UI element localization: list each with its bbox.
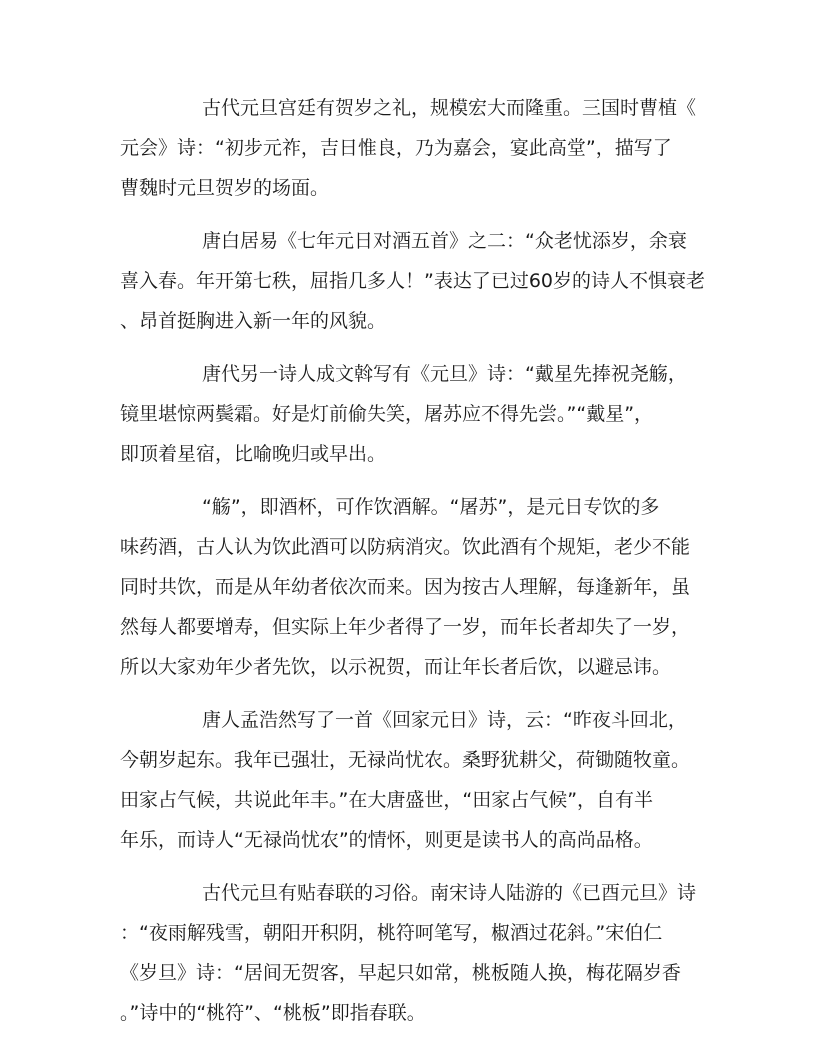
text-line: 古代元旦有贴春联的习俗。南宋诗人陆游的《已酉元旦》诗 <box>202 882 697 904</box>
text-line: 元会》诗：“初步元祚，吉日惟良，乃为嘉会，宴此高堂”，描写了 <box>120 137 672 159</box>
text-line: 曹魏时元旦贺岁的场面。 <box>120 177 330 199</box>
text-line: 镜里堪惊两鬓霜。好是灯前偷失笑，屠苏应不得先尝。”“戴星”， <box>120 403 654 425</box>
paragraph-court-new-year <box>120 88 700 208</box>
paragraph-spring-couplets <box>120 873 700 1033</box>
text-line: 同时共饮，而是从年幼者依次而来。因为按古人理解，每逢新年，虽 <box>120 576 691 598</box>
text-line: 味药酒，古人认为饮此酒可以防病消灾。饮此酒有个规矩，老少不能 <box>120 536 691 558</box>
text-line: 年乐，而诗人“无禄尚忧农”的情怀，则更是读书人的高尚品格。 <box>120 829 653 851</box>
text-line: 然每人都要增寿，但实际上年少者得了一岁，而年长者却失了一岁， <box>120 616 691 638</box>
text-line: 所以大家劝年少者先饮，以示祝贺，而让年长者后饮，以避忌讳。 <box>120 656 672 678</box>
text-line: 唐代另一诗人成文斡写有《元旦》诗：“戴星先捧祝尧觞， <box>202 363 687 385</box>
text-line: 今朝岁起东。我年已强壮，无禄尚忧农。桑野犹耕父，荷锄随牧童。 <box>120 749 691 771</box>
paragraph-meng-haoran <box>120 700 700 860</box>
text-line: “觞”，即酒杯，可作饮酒解。“屠苏”，是元日专饮的多 <box>202 496 660 518</box>
text-line: ：“夜雨解残雪，朝阳开积阴，桃符呵笔写，椒酒过花斜。”宋伯仁 <box>120 922 663 944</box>
text-line: 唐白居易《七年元日对酒五首》之二：“众老忧添岁，余衰 <box>202 230 687 252</box>
text-line: 《岁旦》诗：“居间无贺客，早起只如常，桃板随人换，梅花隔岁香 <box>120 962 681 984</box>
text-line: 即顶着星宿，比喻晚归或早出。 <box>120 443 387 465</box>
text-line: 古代元旦宫廷有贺岁之礼，规模宏大而隆重。三国时曹植《 <box>202 97 697 119</box>
text-line: 田家占气候，共说此年丰。”在大唐盛世，“田家占气候”，自有半 <box>120 789 654 811</box>
document-body <box>120 88 706 1046</box>
text-line: 唐人孟浩然写了一首《回家元日》诗，云：“昨夜斗回北， <box>202 709 687 731</box>
paragraph-bai-juyi <box>120 221 706 341</box>
paragraph-cheng-wenwo <box>120 354 700 474</box>
text-line: 。”诗中的“桃符”、“桃板”即指春联。 <box>120 1002 426 1024</box>
text-line: 、昂首挺胸进入新一年的风貌。 <box>120 310 387 332</box>
paragraph-tusu-wine <box>120 487 700 687</box>
text-line: 喜入春。年开第七秩，屈指几多人！”表达了已过60岁的诗人不惧衰老 <box>120 270 706 292</box>
